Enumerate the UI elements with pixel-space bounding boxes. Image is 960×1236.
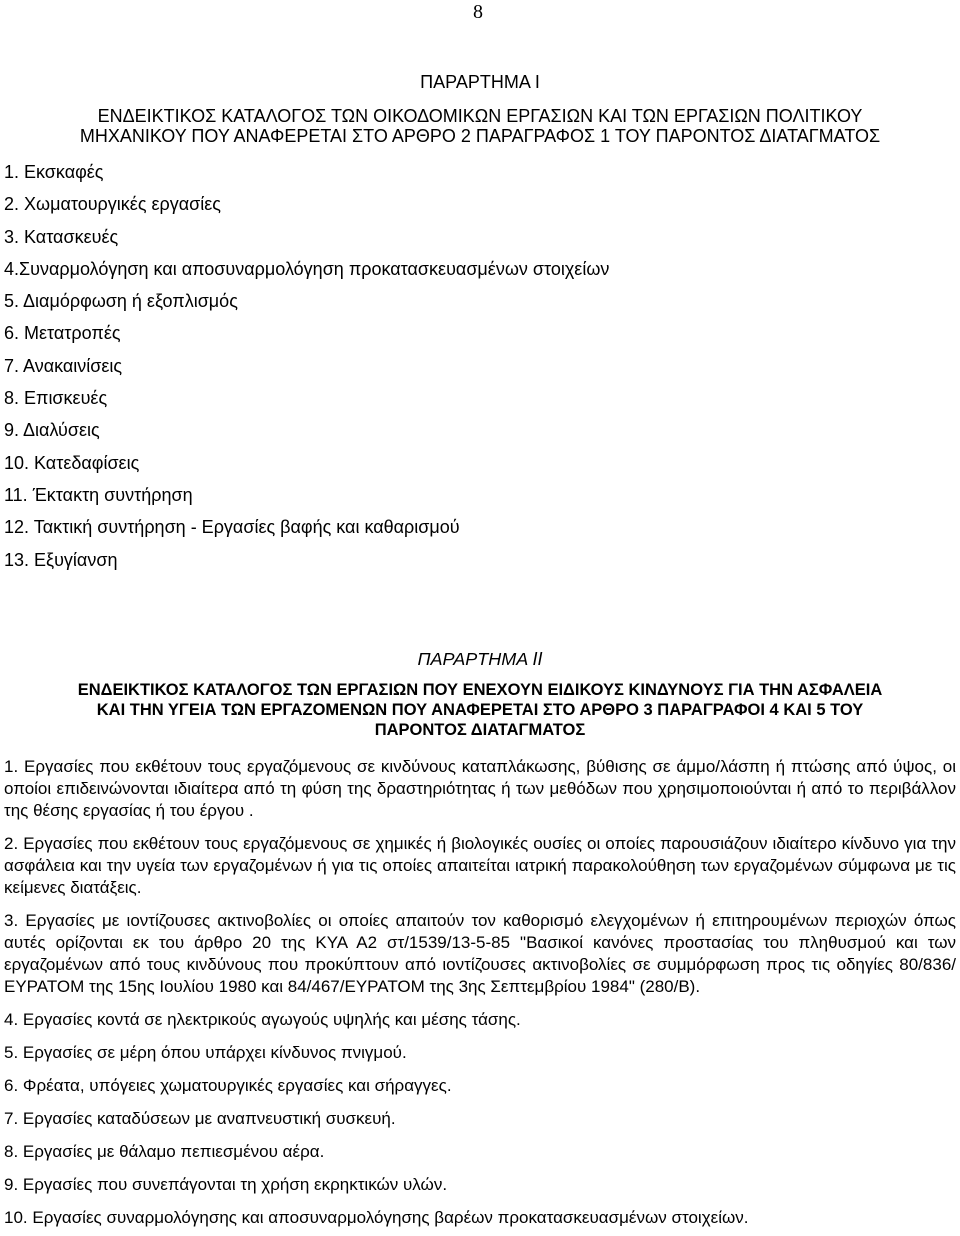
list-item: 2. Χωματουργικές εργασίες bbox=[4, 194, 221, 215]
annex2-risk-list bbox=[4, 756, 956, 1229]
annex2-heading bbox=[0, 680, 960, 740]
list-item: 8. Εργασίες με θάλαμο πεπιεσμένου αέρα. bbox=[4, 1142, 325, 1161]
annex1-works-list bbox=[4, 156, 609, 576]
list-item: 13. Εξυγίανση bbox=[4, 549, 118, 570]
list-item: 9. Εργασίες που συνεπάγονται τη χρήση εκρηκτικών υλών. bbox=[4, 1175, 448, 1194]
annex2-heading-line: ΚΑΙ ΤΗΝ ΥΓΕΙΑ ΤΩΝ ΕΡΓΑΖΟΜΕΝΩΝ ΠΟΥ ΑΝΑΦΕΡΕΤΑΙ ΣΤΟ ΑΡΘΡΟ 3 ΠΑΡΑΓΡΑΦΟΙ 4 ΚΑΙ 5 ΤΟΥ bbox=[96, 701, 864, 719]
annex1-heading bbox=[0, 106, 960, 146]
list-item: 6. Μετατροπές bbox=[4, 323, 121, 344]
list-item: 4.Συναρμολόγηση και αποσυναρμολόγηση προκατασκευασμένων στοιχείων bbox=[4, 258, 610, 279]
annex2-heading-line: ΕΝΔΕΙΚΤΙΚΟΣ ΚΑΤΑΛΟΓΟΣ ΤΩΝ ΕΡΓΑΣΙΩΝ ΠΟΥ ΕΝΕΧΟΥΝ ΕΙΔΙΚΟΥΣ ΚΙΝΔΥΝΟΥΣ ΓΙΑ ΤΗΝ ΑΣΦΑΛΕΙΑ bbox=[77, 681, 883, 699]
list-item: 9. Διαλύσεις bbox=[4, 420, 100, 441]
annex1-heading-line: ΕΝΔΕΙΚΤΙΚΟΣ ΚΑΤΑΛΟΓΟΣ ΤΩΝ ΟΙΚΟΔΟΜΙΚΩΝ ΕΡΓΑΣΙΩΝ ΚΑΙ ΤΩΝ ΕΡΓΑΣΙΩΝ ΠΟΛΙΤΙΚΟΥ bbox=[97, 106, 863, 126]
list-item: 3. Εργασίες με ιοντίζουσες ακτινοβολίες οι οποίες απαιτούν τον καθορισμό ελεγχομένων ή επιτηρουμένων περιοχών όπως αυτές ορίζονται εκ του άρθρο 20 της ΚΥΑ Α2 στ/1539/13-5-85 "Βασικοί κανόνες προστασίας του πληθυσμού και των εργαζομένων από τους κινδύνους που προκύπτουν από ιοντίζουσες ακτινοβολίες σε συμμόρφωση προς τις οδηγίες 80/836/ΕΥΡΑΤΟΜ της 15ης Ιουλίου 1980 και 84/467/ΕΥΡΑΤΟΜ της 3ης Σεπτεμβρίου 1984" (280/Β). bbox=[4, 911, 956, 996]
list-item: 1. Εκσκαφές bbox=[4, 162, 104, 182]
annex2-title: ΠΑΡΑΡΤΗΜΑ II bbox=[417, 649, 543, 669]
annex1-heading-line: ΜΗΧΑΝΙΚΟΥ ΠΟΥ ΑΝΑΦΕΡΕΤΑΙ ΣΤΟ ΑΡΘΡΟ 2 ΠΑΡΑΓΡΑΦΟΣ 1 ΤΟΥ ΠΑΡΟΝΤΟΣ ΔΙΑΤΑΓΜΑΤΟΣ bbox=[79, 126, 881, 146]
list-item: 11. Έκτακτη συντήρηση bbox=[4, 484, 193, 505]
list-item: 5. Διαμόρφωση ή εξοπλισμός bbox=[4, 291, 238, 312]
list-item: 3. Κατασκευές bbox=[4, 226, 119, 247]
list-item: 7. Ανακαινίσεις bbox=[4, 355, 123, 376]
annex2-heading-line: ΠΑΡΟΝΤΟΣ ΔΙΑΤΑΓΜΑΤΟΣ bbox=[374, 721, 586, 739]
list-item: 12. Τακτική συντήρηση - Εργασίες βαφής και καθαρισμού bbox=[4, 517, 460, 538]
list-item: 2. Εργασίες που εκθέτουν τους εργαζόμενους σε χημικές ή βιολογικές ουσίες οι οποίες παρουσιάζουν ιδιαίτερο κίνδυνο για την ασφάλεια και την υγεία των εργαζομένων ή για τις οποίες απαιτείται ιατρική παρακολούθηση των εργαζομένων σύμφωνα με τις κείμενες διατάξεις. bbox=[4, 834, 956, 897]
list-item: 4. Εργασίες κοντά σε ηλεκτρικούς αγωγούς υψηλής και μέσης τάσης. bbox=[4, 1010, 521, 1029]
annex1-title: ΠΑΡΑΡΤΗΜΑ I bbox=[420, 72, 540, 92]
list-item: 10. Εργασίες συναρμολόγησης και αποσυναρμολόγησης βαρέων προκατασκευασμένων στοιχείων. bbox=[4, 1208, 749, 1227]
page-number: 8 bbox=[473, 1, 483, 23]
list-item: 8. Επισκευές bbox=[4, 388, 108, 409]
list-item: 5. Εργασίες σε μέρη όπου υπάρχει κίνδυνος πνιγμού. bbox=[4, 1043, 407, 1062]
list-item: 10. Κατεδαφίσεις bbox=[4, 452, 140, 473]
list-item: 6. Φρέατα, υπόγειες χωματουργικές εργασίες και σήραγγες. bbox=[4, 1076, 452, 1095]
list-item: 7. Εργασίες καταδύσεων με αναπνευστική συσκευή. bbox=[4, 1109, 396, 1128]
list-item: 1. Εργασίες που εκθέτουν τους εργαζόμενους σε κινδύνους καταπλάκωσης, βύθισης σε άμμο/λάσπη ή πτώσης από ύψος, οι οποίοι επιδεινώνονται ιδιαίτερα από τη φύση της δραστηριότητας ή των μεθόδων που χρησιμοποιούνται ή από το περιβάλλον της θέσης εργασίας ή του έργου . bbox=[4, 757, 956, 820]
